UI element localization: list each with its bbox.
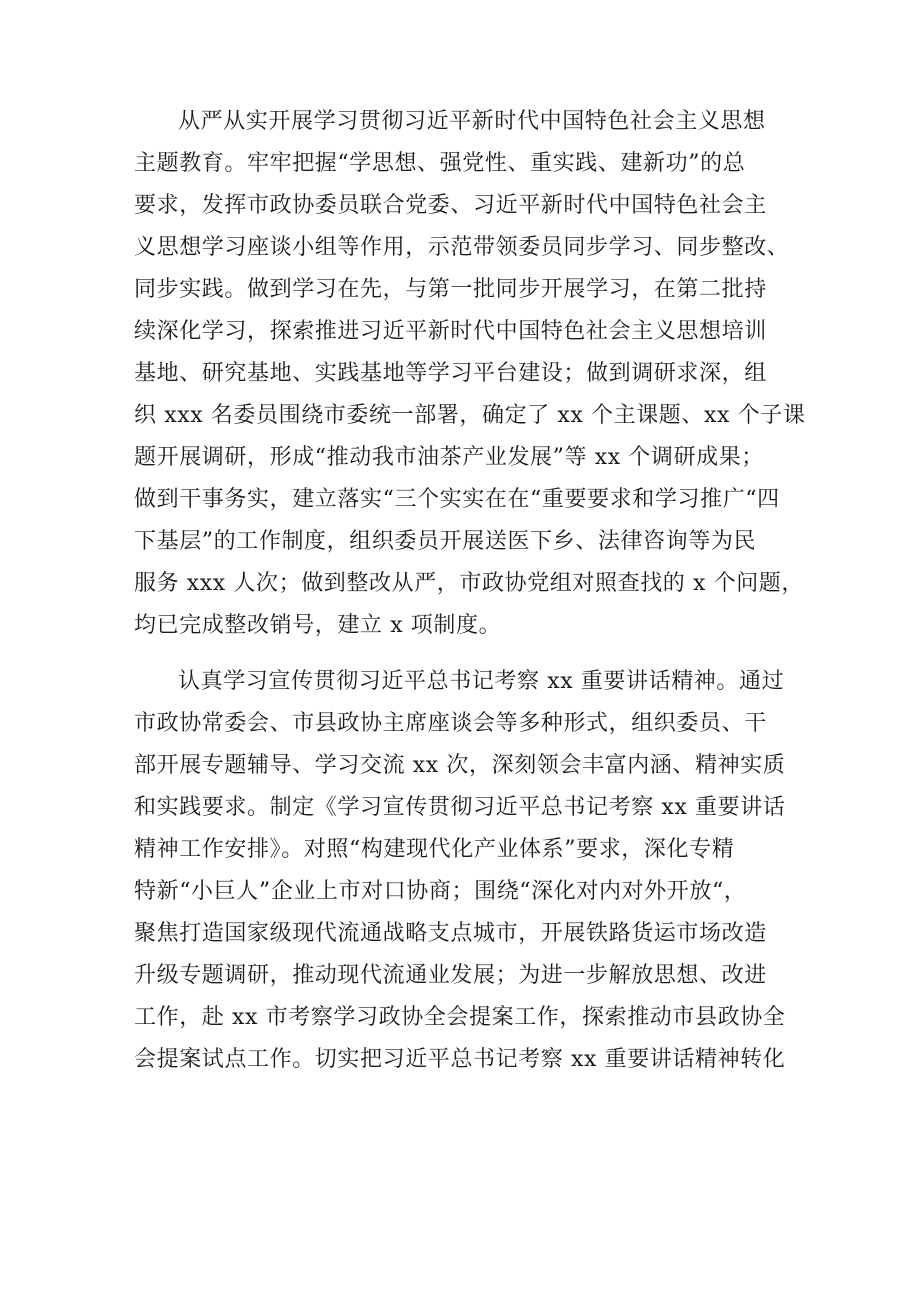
paragraph-line: 同步实践。做到学习在先，与第一批同步开展学习，在第二批持 <box>134 277 767 302</box>
paragraph-line: 主题教育。牢牢把握“学思想、强党性、重实践、建新功”的总 <box>134 151 746 176</box>
paragraph-line: 义思想学习座谈小组等作用，示范带领委员同步学习、同步整改、 <box>134 235 790 260</box>
paragraph-line: 精神工作安排》。对照“构建现代化产业体系”要求，深化专精 <box>134 837 735 862</box>
paragraph-line: 要求，发挥市政协委员联合党委、习近平新时代中国特色社会主 <box>134 193 767 218</box>
paragraph-line: 聚焦打造国家级现代流通战略支点城市，开展铁路货运市场改造 <box>134 921 767 946</box>
paragraph-line: 续深化学习，探索推进习近平新时代中国特色社会主义思想培训 <box>134 319 767 344</box>
paragraph-line: 工作，赴 xx 市考察学习政协全会提案工作，探索推动市县政协全 <box>134 1005 786 1030</box>
paragraph-line: 会提案试点工作。切实把习近平总书记考察 xx 重要讲话精神转化 <box>134 1047 786 1072</box>
paragraph-line: 和实践要求。制定《学习宣传贯彻习近平总书记考察 xx 重要讲话 <box>134 795 786 820</box>
paragraph-line: 市政协常委会、市县政协主席座谈会等多种形式，组织委员、干 <box>134 711 767 736</box>
paragraph-line: 部开展专题辅导、学习交流 xx 次，深刻领会丰富内涵、精神实质 <box>134 753 786 778</box>
paragraph-line: 织 xxx 名委员围绕市委统一部署，确定了 xx 个主课题、xx 个子课 <box>134 403 806 428</box>
paragraph-line: 均已完成整改销号，建立 x 项制度。 <box>134 613 502 638</box>
paragraph-line: 特新“小巨人”企业上市对口协商；围绕“深化对内对外开放“， <box>134 879 747 904</box>
paragraph-line: 题开展调研，形成“推动我市油茶产业发展”等 xx 个调研成果； <box>134 445 764 470</box>
paragraph-line: 服务 xxx 人次；做到整改从严，市政协党组对照查找的 x 个问题， <box>134 571 805 596</box>
paragraph-line: 从严从实开展学习贯彻习近平新时代中国特色社会主义思想 <box>178 109 766 134</box>
paragraph-line: 认真学习宣传贯彻习近平总书记考察 xx 重要讲话精神。通过 <box>178 669 785 694</box>
paragraph-line: 基地、研究基地、实践基地等学习平台建设；做到调研求深，组 <box>134 361 767 386</box>
paragraph-line: 做到干事务实，建立落实“三个实实在在“重要要求和学习推广“四 <box>134 487 780 512</box>
paragraph-line: 下基层”的工作制度，组织委员开展送医下乡、法律咨询等为民 <box>134 529 757 554</box>
paragraph-line: 升级专题调研，推动现代流通业发展；为进一步解放思想、改进 <box>134 963 767 988</box>
